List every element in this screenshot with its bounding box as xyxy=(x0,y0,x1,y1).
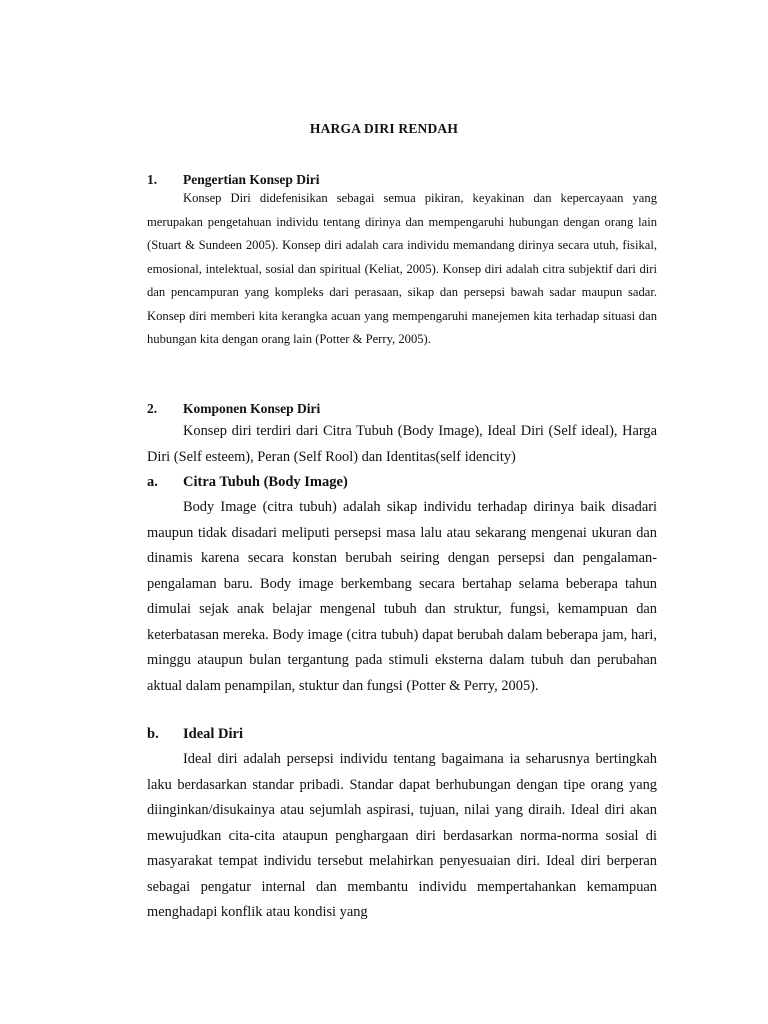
document-title: HARGA DIRI RENDAH xyxy=(309,121,459,136)
section-2-heading xyxy=(147,401,320,417)
subsection-a-letter: a. xyxy=(147,474,158,490)
subsection-a-paragraph: Body Image (citra tubuh) adalah sikap individu terhadap dirinya baik disadari maupun tidak disadari meliputi persepsi masa lalu atau sekarang mengenai ukuran dan dinamis karena secara konstan berubah seiring dengan persepsi dan pengalaman-pengalaman baru. Body image berkembang secara bertahap selama beberapa tahun dimulai sejak anak belajar mengenal tubuh dan struktur, fungsi, kemampuan dan keterbatasan mereka. Body image (citra tubuh) dapat berubah dalam beberapa jam, hari, minggu ataupun bulan tergantung pada stimuli eksterna dalam tubuh dan perubahan aktual dalam penampilan, stuktur dan fungsi (Potter & Perry, 2005). xyxy=(147,499,657,694)
section-1-title: Pengertian Konsep Diri xyxy=(183,172,320,187)
subsection-b-paragraph: Ideal diri adalah persepsi individu tentang bagaimana ia seharusnya bertingkah laku berdasarkan standar pribadi. Standar dapat berhubungan dengan tipe orang yang diinginkan/disukainya atau sejumlah aspirasi, tujuan, nilai yang diraih. Ideal diri akan mewujudkan cita-cita ataupun penghargaan diri berdasarkan norma-norma sosial di masyarakat tempat individu tersebut melahirkan penyesuaian diri. Ideal diri berperan sebagai pengatur internal dan membantu individu mempertahankan kemampuan menghadapi konflik atau kondisi yang xyxy=(147,751,657,920)
section-2-title: Komponen Konsep Diri xyxy=(183,401,321,416)
section-2-number: 2. xyxy=(147,401,158,416)
section-1-number: 1. xyxy=(147,172,158,187)
subsection-b-heading xyxy=(147,726,243,743)
section-1-paragraph: Konsep Diri didefenisikan sebagai semua pikiran, keyakinan dan kepercayaan yang merupakan pengetahuan individu tentang dirinya dan mempengaruhi hubungan dengan orang lain (Stuart & Sundeen 2005). Konsep diri adalah cara individu memandang dirinya secara utuh, fisikal, emosional, intelektual, sosial dan spiritual (Keliat, 2005). Konsep diri adalah citra subjektif dari diri dan pencampuran yang kompleks dari perasaan, sikap dan persepsi bawah sadar maupun sadar. Konsep diri memberi kita kerangka acuan yang mempengaruhi manejemen kita terhadap situasi dan hubungan kita dengan orang lain (Potter & Perry, 2005). xyxy=(147,191,657,346)
subsection-a-heading xyxy=(147,474,348,491)
subsection-b-letter: b. xyxy=(147,726,159,742)
subsection-b-title: Ideal Diri xyxy=(183,726,244,742)
section-1-heading xyxy=(147,172,320,188)
subsection-a-title: Citra Tubuh (Body Image) xyxy=(183,474,348,490)
section-2-paragraph: Konsep diri terdiri dari Citra Tubuh (Body Image), Ideal Diri (Self ideal), Harga Diri (Self esteem), Peran (Self Rool) dan Identitas(self idencity) xyxy=(147,423,657,465)
